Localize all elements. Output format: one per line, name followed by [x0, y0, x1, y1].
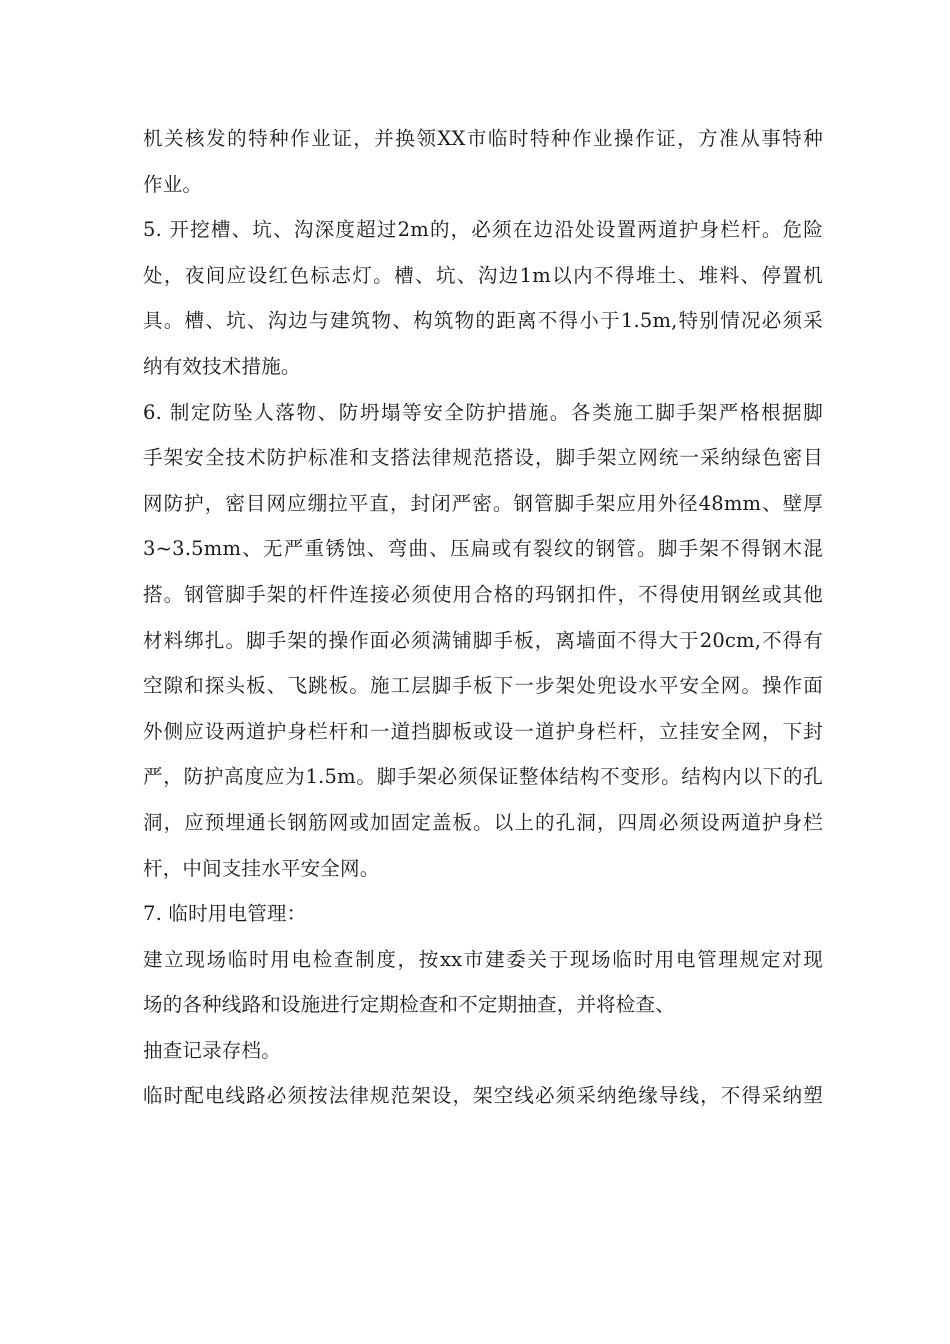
text-line-22: 临时配电线路必须按法律规范架设，架空线必须采纳绝缘导线，不得采纳塑 [143, 1084, 823, 1108]
text-line-2: 作业。 [143, 172, 203, 196]
text-line-6: 纳有效技术措施。 [143, 354, 301, 378]
text-line-5: 具。槽、坑、沟边与建筑物、构筑物的距离不得小于1.5m,特别情况必须采 [143, 309, 823, 333]
text-line-12: 材料绑扎。脚手架的操作面必须满铺脚手板，离墙面不得大于20cm,不得有 [143, 628, 823, 652]
text-line-19: 建立现场临时用电检查制度，按xx市建委关于现场临时用电管理规定对现 [143, 947, 823, 971]
text-line-4: 处，夜间应设红色标志灯。槽、坑、沟边1m以内不得堆土、堆料、停置机 [143, 263, 823, 287]
text-line-11: 搭。钢管脚手架的杆件连接必须使用合格的玛钢扣件，不得使用钢丝或其他 [143, 582, 823, 606]
text-line-20: 场的各种线路和设施进行定期检查和不定期抽查，并将检查、 [143, 993, 675, 1017]
text-line-3: 5. 开挖槽、坑、沟深度超过2m的，必须在边沿处设置两道护身栏杆。危险 [143, 218, 823, 242]
text-line-9: 网防护，密目网应绷拉平直，封闭严密。钢管脚手架应用外径48mm、壁厚 [143, 491, 823, 515]
text-line-21: 抽查记录存档。 [143, 1038, 281, 1062]
text-line-15: 严，防护高度应为1.5m。脚手架必须保证整体结构不变形。结构内以下的孔 [143, 765, 823, 789]
text-line-1: 机关核发的特种作业证，并换领XX市临时特种作业操作证，方准从事特种 [143, 127, 823, 150]
text-line-18: 7. 临时用电管理： [143, 902, 307, 926]
text-line-17: 杆，中间支挂水平安全网。 [143, 856, 380, 880]
text-line-10: 3~3.5mm、无严重锈蚀、弯曲、压扁或有裂纹的钢管。脚手架不得钢木混 [143, 537, 823, 561]
text-line-8: 手架安全技术防护标准和支搭法律规范搭设，脚手架立网统一采纳绿色密目 [143, 446, 823, 470]
text-line-7: 6. 制定防坠人落物、防坍塌等安全防护措施。各类施工脚手架严格根据脚 [143, 400, 823, 424]
document-body [143, 116, 823, 1119]
text-line-16: 洞，应预埋通长钢筋网或加固定盖板。以上的孔洞，四周必须设两道护身栏 [143, 810, 823, 834]
text-line-14: 外侧应设两道护身栏杆和一道挡脚板或设一道护身栏杆，立挂安全网，下封 [143, 719, 823, 743]
text-line-13: 空隙和探头板、飞跳板。施工层脚手板下一步架处兜设水平安全网。操作面 [143, 674, 823, 698]
